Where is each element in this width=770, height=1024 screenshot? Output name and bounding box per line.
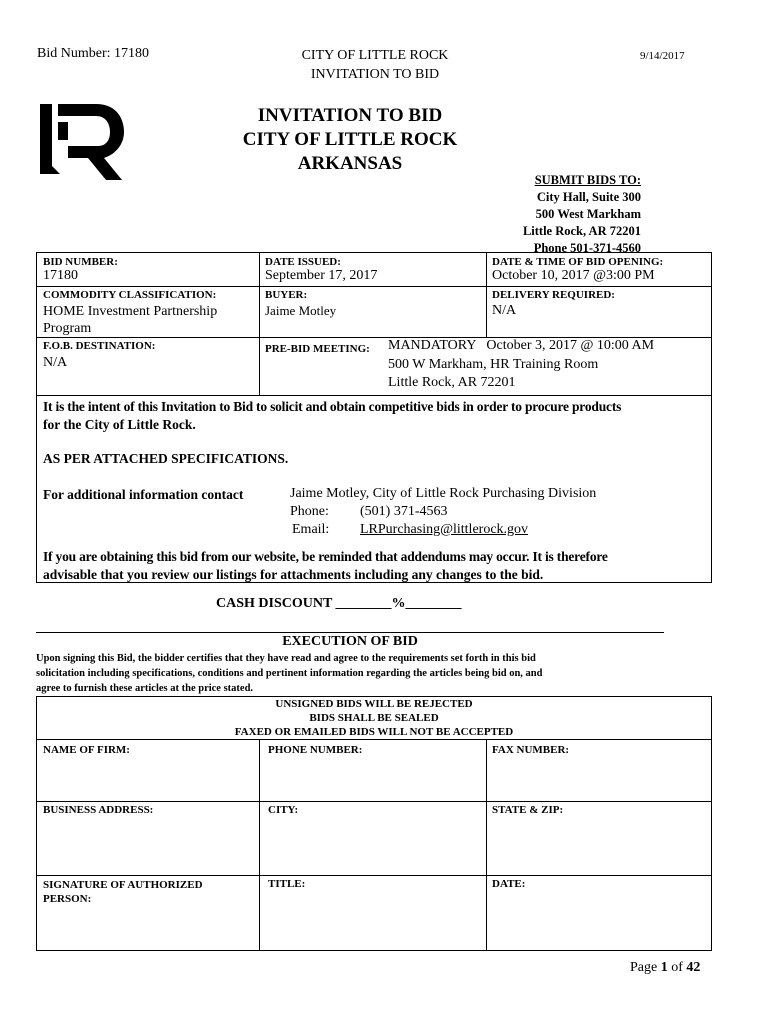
state-zip-field[interactable]: STATE & ZIP: (492, 804, 564, 816)
notice-rejected: UNSIGNED BIDS WILL BE REJECTED (275, 698, 473, 710)
phone-label: Phone: (290, 504, 329, 519)
phone-value: (501) 371-4563 (360, 504, 448, 519)
website-line1: If you are obtaining this bid from our website, be reminded that addendums may occur. It is therefore (43, 549, 608, 564)
document-title (200, 104, 500, 176)
page-total: 42 (686, 960, 701, 975)
website-notice (43, 548, 711, 584)
page-indicator (630, 960, 700, 976)
date-field[interactable]: DATE: (492, 878, 526, 890)
intent-line2: for the City of Little Rock. (43, 417, 196, 432)
info-divider-1 (36, 286, 712, 287)
buyer-label: BUYER: (265, 289, 308, 301)
exec-vdivider-2 (486, 739, 487, 951)
email-label: Email: (292, 522, 330, 537)
commodity-line1: HOME Investment Partnership (43, 304, 218, 319)
city-field[interactable]: CITY: (268, 804, 299, 816)
title-line1: INVITATION TO BID (257, 105, 443, 126)
submit-line3: Little Rock, AR 72201 (522, 224, 641, 238)
website-line2: advisable that you review our listings for attachments including any changes to the bid. (43, 567, 544, 582)
header-center-line1: CITY OF LITTLE ROCK (301, 48, 449, 63)
page-of: of (667, 960, 687, 975)
submit-line1: City Hall, Suite 300 (536, 190, 641, 204)
bid-number-label: BID NUMBER: (43, 256, 118, 268)
execution-line3: agree to furnish these articles at the price stated. (36, 683, 254, 694)
date-issued-value: September 17, 2017 (265, 268, 378, 283)
exec-divider-3 (36, 875, 712, 876)
signature-line2: PERSON: (43, 893, 92, 905)
commodity-label: COMMODITY CLASSIFICATION: (43, 289, 217, 301)
submit-line2: 500 West Markham (535, 207, 641, 221)
city-logo (38, 100, 126, 184)
exec-divider-2 (36, 801, 712, 802)
cash-discount: CASH DISCOUNT ________%________ (216, 596, 462, 611)
execution-line1: Upon signing this Bid, the bidder certifies that they have read and agree to the requirements set forth in this bid (36, 653, 536, 664)
notice-faxed: FAXED OR EMAILED BIDS WILL NOT BE ACCEPTED (234, 726, 514, 738)
delivery-label: DELIVERY REQUIRED: (492, 289, 615, 301)
bid-number-value: 17180 (43, 268, 78, 283)
prebid-label: PRE-BID MEETING: (265, 343, 370, 355)
delivery-value: N/A (492, 303, 517, 318)
exec-vdivider-1 (259, 739, 260, 951)
execution-line2: solicitation including specifications, conditions and pertinent information regarding the articles being bid on, and (36, 668, 543, 679)
commodity-value (43, 303, 217, 337)
fax-number-field[interactable]: FAX NUMBER: (492, 744, 570, 756)
contact-name: Jaime Motley, City of Little Rock Purchasing Division (290, 486, 597, 501)
signature-field[interactable] (43, 878, 203, 906)
execution-heading: EXECUTION OF BID (282, 634, 418, 649)
notice-sealed: BIDS SHALL BE SEALED (309, 712, 439, 724)
opening-label: DATE & TIME OF BID OPENING: (492, 256, 664, 268)
buyer-value: Jaime Motley (265, 303, 337, 318)
fob-value: N/A (43, 355, 68, 370)
intent-statement (43, 398, 711, 434)
date-issued-label: DATE ISSUED: (265, 256, 341, 268)
contact-label: For additional information contact (43, 487, 244, 502)
email-link[interactable]: LRPurchasing@littlerock.gov (360, 522, 529, 537)
header-date: 9/14/2017 (640, 50, 685, 62)
commodity-line2: Program (43, 321, 92, 336)
info-divider-3 (36, 395, 712, 396)
info-vdivider-1 (259, 252, 260, 395)
signature-line1: SIGNATURE OF AUTHORIZED (43, 879, 203, 891)
exec-divider-1 (36, 739, 712, 740)
specs-statement: AS PER ATTACHED SPECIFICATIONS. (43, 451, 289, 466)
business-address-field[interactable]: BUSINESS ADDRESS: (43, 804, 154, 816)
header-bid-number: Bid Number: 17180 (37, 46, 149, 61)
header-center-line2: INVITATION TO BID (310, 67, 440, 82)
title-line2: CITY OF LITTLE ROCK (242, 129, 458, 150)
page-prefix: Page (630, 960, 661, 975)
prebid-line2: 500 W Markham, HR Training Room (388, 357, 599, 372)
firm-name-field[interactable]: NAME OF FIRM: (43, 744, 130, 756)
submit-bids-block (460, 172, 641, 257)
intent-line1: It is the intent of this Invitation to Bid to solicit and obtain competitive bids in order to procure products (43, 399, 622, 414)
title-line3: ARKANSAS (297, 153, 403, 174)
opening-value: October 10, 2017 @3:00 PM (492, 268, 655, 283)
prebid-line1: MANDATORY October 3, 2017 @ 10:00 AM (388, 338, 655, 353)
header-center (250, 46, 500, 84)
execution-rule (36, 632, 664, 633)
title-field[interactable]: TITLE: (268, 878, 306, 890)
fob-label: F.O.B. DESTINATION: (43, 340, 156, 352)
phone-number-field[interactable]: PHONE NUMBER: (268, 744, 363, 756)
submit-heading: SUBMIT BIDS TO: (534, 173, 641, 187)
execution-paragraph (36, 651, 676, 696)
prebid-line3: Little Rock, AR 72201 (388, 375, 516, 390)
lr-logo-icon (38, 100, 126, 184)
notices (36, 697, 712, 739)
page-current: 1 (660, 960, 668, 975)
info-vdivider-2 (486, 252, 487, 337)
submit-line4: Phone 501-371-4560 (533, 241, 641, 255)
